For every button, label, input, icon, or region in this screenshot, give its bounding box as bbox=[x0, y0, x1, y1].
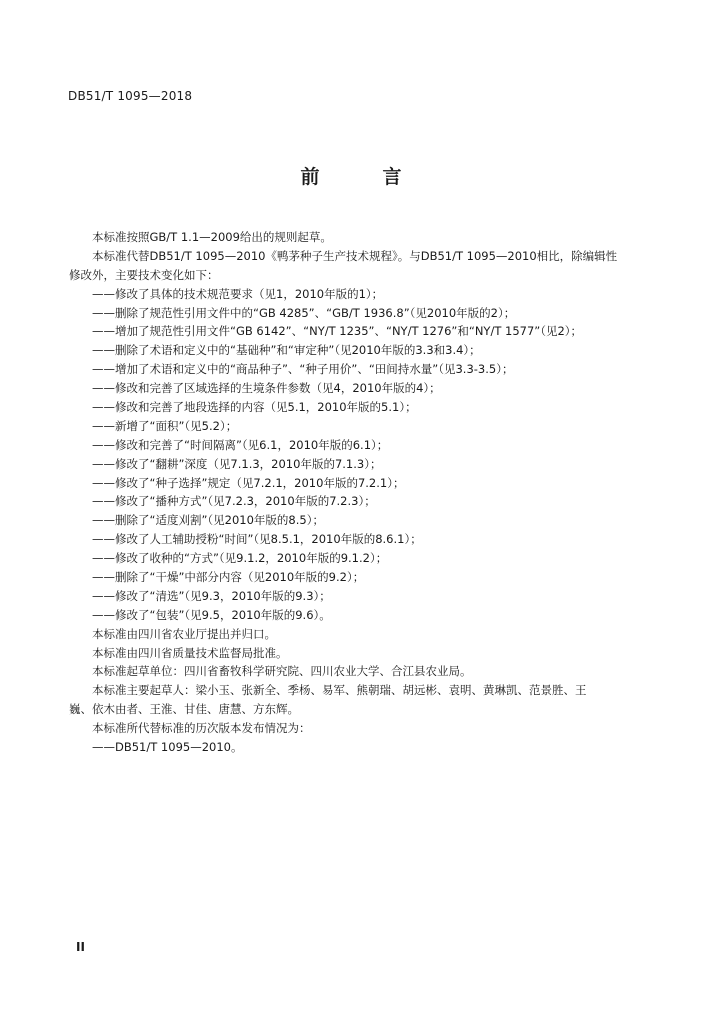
page-number: II bbox=[76, 940, 85, 954]
change-item: ——修改了人工辅助授粉“时间”（见8.5.1，2010年版的8.6.1）； bbox=[92, 532, 422, 547]
change-item: ——修改了“翻耕”深度（见7.1.3，2010年版的7.1.3）； bbox=[92, 456, 382, 471]
change-item: ——修改了“清选”（见9.3，2010年版的9.3）； bbox=[92, 588, 331, 603]
change-item: ——修改了收种的“方式”（见9.1.2，2010年版的9.1.2）； bbox=[92, 551, 388, 566]
change-item: ——修改了“播种方式”（见7.2.3，2010年版的7.2.3）； bbox=[92, 494, 376, 509]
change-item: ——修改了“种子选择”规定（见7.2.1，2010年版的7.2.1）； bbox=[92, 475, 405, 490]
paragraph-drafting-rules: 本标准按照GB/T 1.1—2009给出的规则起草。 bbox=[92, 230, 332, 244]
change-item: ——修改和完善了“时间隔离”（见6.1，2010年版的6.1）； bbox=[92, 437, 389, 452]
change-item: ——删除了“干燥”中部分内容（见2010年版的9.2）； bbox=[92, 570, 365, 585]
previous-edition-item: ——DB51/T 1095—2010。 bbox=[92, 740, 243, 755]
change-item: ——修改了具体的技术规范要求（见1，2010年版的1）； bbox=[92, 286, 384, 301]
paragraph-approved-by: 本标准由四川省质量技术监督局批准。 bbox=[92, 645, 288, 660]
foreword-body bbox=[69, 228, 672, 757]
change-item: ——删除了规范性引用文件中的“GB 4285”、“GB/T 1936.8”（见2010年版的2）； bbox=[92, 305, 516, 320]
paragraph-replaces-line-1: 本标准代替DB51/T 1095—2010《鸭茅种子生产技术规程》。与DB51/T 1095—2010相比，除编辑性 bbox=[92, 248, 618, 263]
page-title: 前 言 bbox=[300, 166, 424, 188]
change-item: ——修改了“包装”（见9.5，2010年版的9.6）。 bbox=[92, 607, 331, 622]
paragraph-replaces-line-2: 修改外，主要技术变化如下： bbox=[69, 267, 219, 282]
change-item: ——删除了术语和定义中的“基础种”和“审定种”（见2010年版的3.3和3.4）； bbox=[92, 343, 481, 358]
change-list bbox=[92, 285, 672, 625]
change-item: ——删除了“适度刈割”（见2010年版的8.5）； bbox=[92, 513, 324, 528]
change-item: ——增加了术语和定义中的“商品种子”、“种子用价”、“田间持水量”（见3.3-3.5）； bbox=[92, 362, 514, 377]
paragraph-drafting-units: 本标准起草单位：四川省畜牧科学研究院、四川农业大学、合江县农业局。 bbox=[92, 664, 472, 679]
change-item: ——增加了规范性引用文件“GB 6142”、“NY/T 1235”、“NY/T 1276”和“NY/T 1577”（见2）； bbox=[92, 324, 583, 339]
change-item: ——新增了“面积”（见5.2）； bbox=[92, 418, 238, 433]
paragraph-drafters-line-2: 巍、依木由者、王淮、甘佳、唐慧、方东辉。 bbox=[69, 702, 299, 717]
paragraph-proposed-by: 本标准由四川省农业厅提出并归口。 bbox=[92, 626, 276, 641]
change-item: ——修改和完善了地段选择的内容（见5.1，2010年版的5.1）； bbox=[92, 400, 417, 415]
paragraph-drafters-line-1: 本标准主要起草人：梁小玉、张新全、季杨、易军、熊朝瑞、胡远彬、袁明、黄琳凯、范景胜、王 bbox=[92, 683, 587, 698]
paragraph-previous-editions: 本标准所代替标准的历次版本发布情况为： bbox=[92, 721, 311, 736]
standard-code: DB51/T 1095—2018 bbox=[68, 89, 193, 103]
change-item: ——修改和完善了区域选择的生境条件参数（见4，2010年版的4）； bbox=[92, 381, 441, 396]
